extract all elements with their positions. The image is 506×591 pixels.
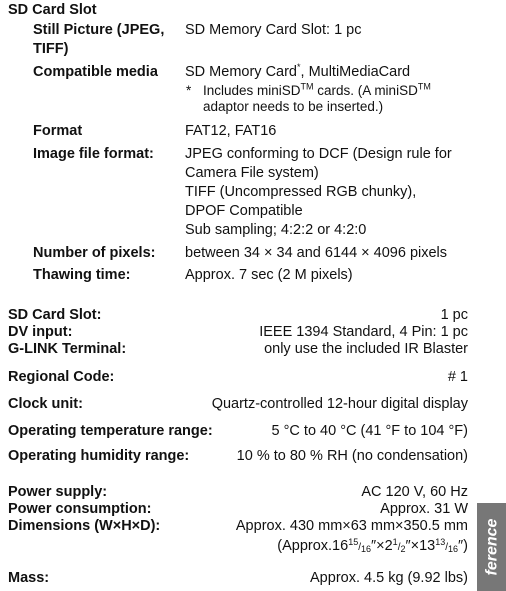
image-format-line: JPEG conforming to DCF (Design rule for <box>185 146 452 162</box>
dim-part: ″×2 <box>371 538 393 554</box>
row-label-image-file-format: Image file format: <box>33 146 154 162</box>
spec-label-dv-input: DV input: <box>8 324 73 340</box>
spec-value-dv-input: IEEE 1394 Standard, 4 Pin: 1 pc <box>259 324 468 340</box>
fraction-denominator: 16 <box>448 544 459 554</box>
spec-value-power-supply: AC 120 V, 60 Hz <box>361 484 468 500</box>
dim-part: (Approx.16 <box>277 538 349 554</box>
note-part: cards. (A miniSD <box>313 83 418 98</box>
dim-part: ″) <box>458 538 468 554</box>
fraction-slash: / <box>358 542 361 553</box>
row-label-compatible-media: Compatible media <box>33 64 158 80</box>
image-format-line: Sub sampling; 4:2:2 or 4:2:0 <box>185 222 367 238</box>
row-label-number-of-pixels: Number of pixels: <box>33 245 156 261</box>
row-value-still-picture: SD Memory Card Slot: 1 pc <box>185 22 362 38</box>
spec-value-operating-humidity: 10 % to 80 % RH (no condensation) <box>236 448 468 464</box>
fraction-numerator: 15 <box>348 537 359 547</box>
side-tab-label: ference <box>483 518 500 576</box>
spec-value-power-consumption: Approx. 31 W <box>380 501 468 517</box>
spec-value-regional-code: # 1 <box>447 369 468 385</box>
row-label-still-picture: Still Picture (JPEG, <box>33 22 165 38</box>
image-format-line: Camera File system) <box>185 165 319 181</box>
spec-label-g-link: G-LINK Terminal: <box>8 341 127 357</box>
fraction-slash: / <box>445 542 449 553</box>
spec-label-power-consumption: Power consumption: <box>8 501 152 517</box>
row-value-thawing-time: Approx. 7 sec (2 M pixels) <box>185 267 353 283</box>
asterisk-mark: * <box>297 62 301 73</box>
spec-value-clock-unit: Quartz-controlled 12-hour digital display <box>211 396 468 412</box>
spec-label-regional-code: Regional Code: <box>8 369 115 385</box>
image-format-line: TIFF (Uncompressed RGB chunky), <box>185 184 417 200</box>
spec-label-dimensions: Dimensions (W×H×D): <box>8 518 161 534</box>
reference-side-tab <box>477 503 506 591</box>
spec-label-power-supply: Power supply: <box>8 484 108 500</box>
spec-value-g-link: only use the included IR Blaster <box>264 341 468 357</box>
row-label-format: Format <box>33 123 83 139</box>
spec-label-sd-card-slot: SD Card Slot: <box>8 307 102 323</box>
spec-value-dimensions: Approx. 430 mm×63 mm×350.5 mm <box>235 518 468 534</box>
row-value-number-of-pixels: between 34 × 34 and 6144 × 4096 pixels <box>185 245 448 261</box>
fraction-numerator: 1 <box>392 537 398 547</box>
fraction-slash: / <box>397 542 401 553</box>
spec-label-clock-unit: Clock unit: <box>8 396 83 412</box>
row-value-compatible-media <box>185 63 410 82</box>
spec-label-operating-humidity: Operating humidity range: <box>8 448 190 464</box>
note-part: Includes miniSD <box>203 83 301 98</box>
section-heading: SD Card Slot <box>8 2 97 18</box>
fraction-denominator: 16 <box>360 544 371 554</box>
spec-value-operating-temperature: 5 °C to 40 °C (41 °F to 104 °F) <box>271 423 468 439</box>
value-part: , MultiMediaCard <box>300 64 411 80</box>
image-format-line: DPOF Compatible <box>185 203 303 219</box>
spec-value-sd-card-slot: 1 pc <box>440 307 468 323</box>
value-part: SD Memory Card <box>185 64 297 80</box>
tm-mark: TM <box>417 81 431 92</box>
row-value-format: FAT12, FAT16 <box>185 123 277 139</box>
row-label-still-picture-2: TIFF) <box>33 41 69 57</box>
spec-label-mass: Mass: <box>8 570 50 586</box>
spec-value-dimensions-inch <box>277 537 468 557</box>
dim-part: ″×13 <box>405 538 436 554</box>
spec-value-mass: Approx. 4.5 kg (9.92 lbs) <box>310 570 468 586</box>
footnote-star: * <box>186 83 192 98</box>
fraction-denominator: 2 <box>400 544 406 554</box>
fraction-numerator: 13 <box>435 537 446 547</box>
footnote-line-1 <box>203 83 431 99</box>
footnote-line-2: adaptor needs to be inserted.) <box>203 99 384 114</box>
tm-mark: TM <box>300 81 314 92</box>
row-label-thawing-time: Thawing time: <box>33 267 131 283</box>
spec-label-operating-temperature: Operating temperature range: <box>8 423 213 439</box>
